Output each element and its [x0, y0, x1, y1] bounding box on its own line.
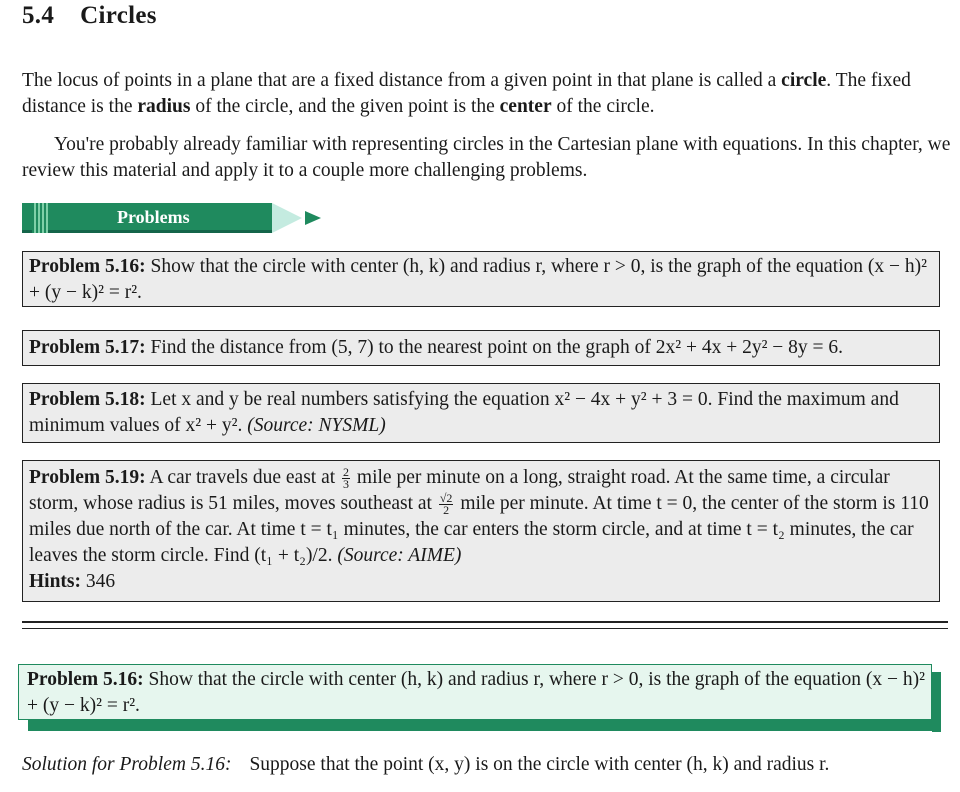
banner-label: Problems [117, 207, 190, 227]
problem-5-18-box [22, 383, 940, 443]
problem-source: (Source: NYSML) [247, 415, 386, 436]
banner-tip [272, 203, 302, 233]
problem-5-17-box [22, 330, 940, 366]
problem-label: Problem 5.16: [29, 256, 146, 277]
p1-text-3: of the circle, and the given point is the [190, 96, 500, 117]
problem-text-c: mile per minute. At time t = 0, the center of the storm is 110 miles due north of the car. At time t = t₁ minutes, the car enters the storm circle, and at time t = t₂ minutes, the car leaves the storm circle. Find (t₁ + t₂)/2. [29, 493, 929, 566]
divider-rule [22, 621, 948, 623]
solution-lead: Solution for Problem 5.16: [22, 754, 232, 775]
problem-source: (Source: AIME) [337, 545, 462, 566]
problems-banner [22, 203, 322, 233]
solution-paragraph [22, 752, 952, 778]
p2-text: You're probably already familiar with representing circles in the Cartesian plane with equations. In this chapter, we review this material and apply it to a couple more challenging problems. [22, 134, 951, 181]
problem-text: Let x and y be real numbers satisfying the equation x² − 4x + y² + 3 = 0. Find the maximum and minimum values of x² + y². [29, 389, 899, 436]
problem-text: Show that the circle with center (h, k) and radius r, where r > 0, is the graph of the equation (x − h)² + (y − k)² = r². [29, 256, 927, 303]
term-radius: radius [137, 96, 191, 117]
frac1-denominator: 3 [343, 477, 350, 492]
problem-5-19-box [22, 460, 940, 602]
problem-label: Problem 5.18: [29, 389, 146, 410]
section-heading [22, 2, 157, 30]
p1-text-1: The locus of points in a plane that are a fixed distance from a given point in that plane is called a [22, 70, 782, 91]
problem-5-16-restated-box [18, 664, 932, 720]
problem-label: Problem 5.16: [27, 669, 144, 690]
solution-text: Suppose that the point (x, y) is on the circle with center (h, k) and radius r. [249, 754, 830, 775]
banner-stripes [32, 203, 48, 233]
divider-rule [22, 628, 948, 629]
problem-5-16-box [22, 251, 940, 307]
frac1-numerator: 2 [343, 465, 350, 480]
chapter-paragraph [22, 132, 952, 184]
fraction-two-thirds [342, 467, 350, 490]
banner-arrow-icon [305, 211, 321, 225]
problem-text-b: mile per minute on a long, straight road. At the same time, a circular storm, whose radius is 51 miles, moves southeast at [29, 467, 890, 514]
problem-label: Problem 5.17: [29, 337, 146, 358]
frac2-denominator: 2 [443, 503, 450, 518]
hints-value: 346 [85, 571, 116, 592]
problem-text-a: A car travels due east at [149, 467, 336, 488]
term-center: center [499, 96, 552, 117]
problem-label: Problem 5.19: [29, 467, 146, 488]
intro-paragraph [22, 68, 952, 120]
problem-text: Find the distance from (5, 7) to the nearest point on the graph of 2x² + 4x + 2y² − 8y = 6. [150, 337, 844, 358]
section-number: 5.4 [22, 2, 55, 29]
section-title: Circles [80, 2, 157, 29]
frac2-numerator: √2 [439, 491, 453, 506]
problem-text: Show that the circle with center (h, k) and radius r, where r > 0, is the graph of the equation (x − h)² + (y − k)² = r². [27, 669, 925, 716]
hints-label: Hints: [29, 571, 82, 592]
term-circle: circle [781, 70, 827, 91]
fraction-root2-over-2 [439, 493, 454, 516]
p1-text-4: of the circle. [551, 96, 655, 117]
p1-text-2: . The fixed distance is the [22, 70, 911, 117]
solution-box-shadow [28, 720, 941, 731]
